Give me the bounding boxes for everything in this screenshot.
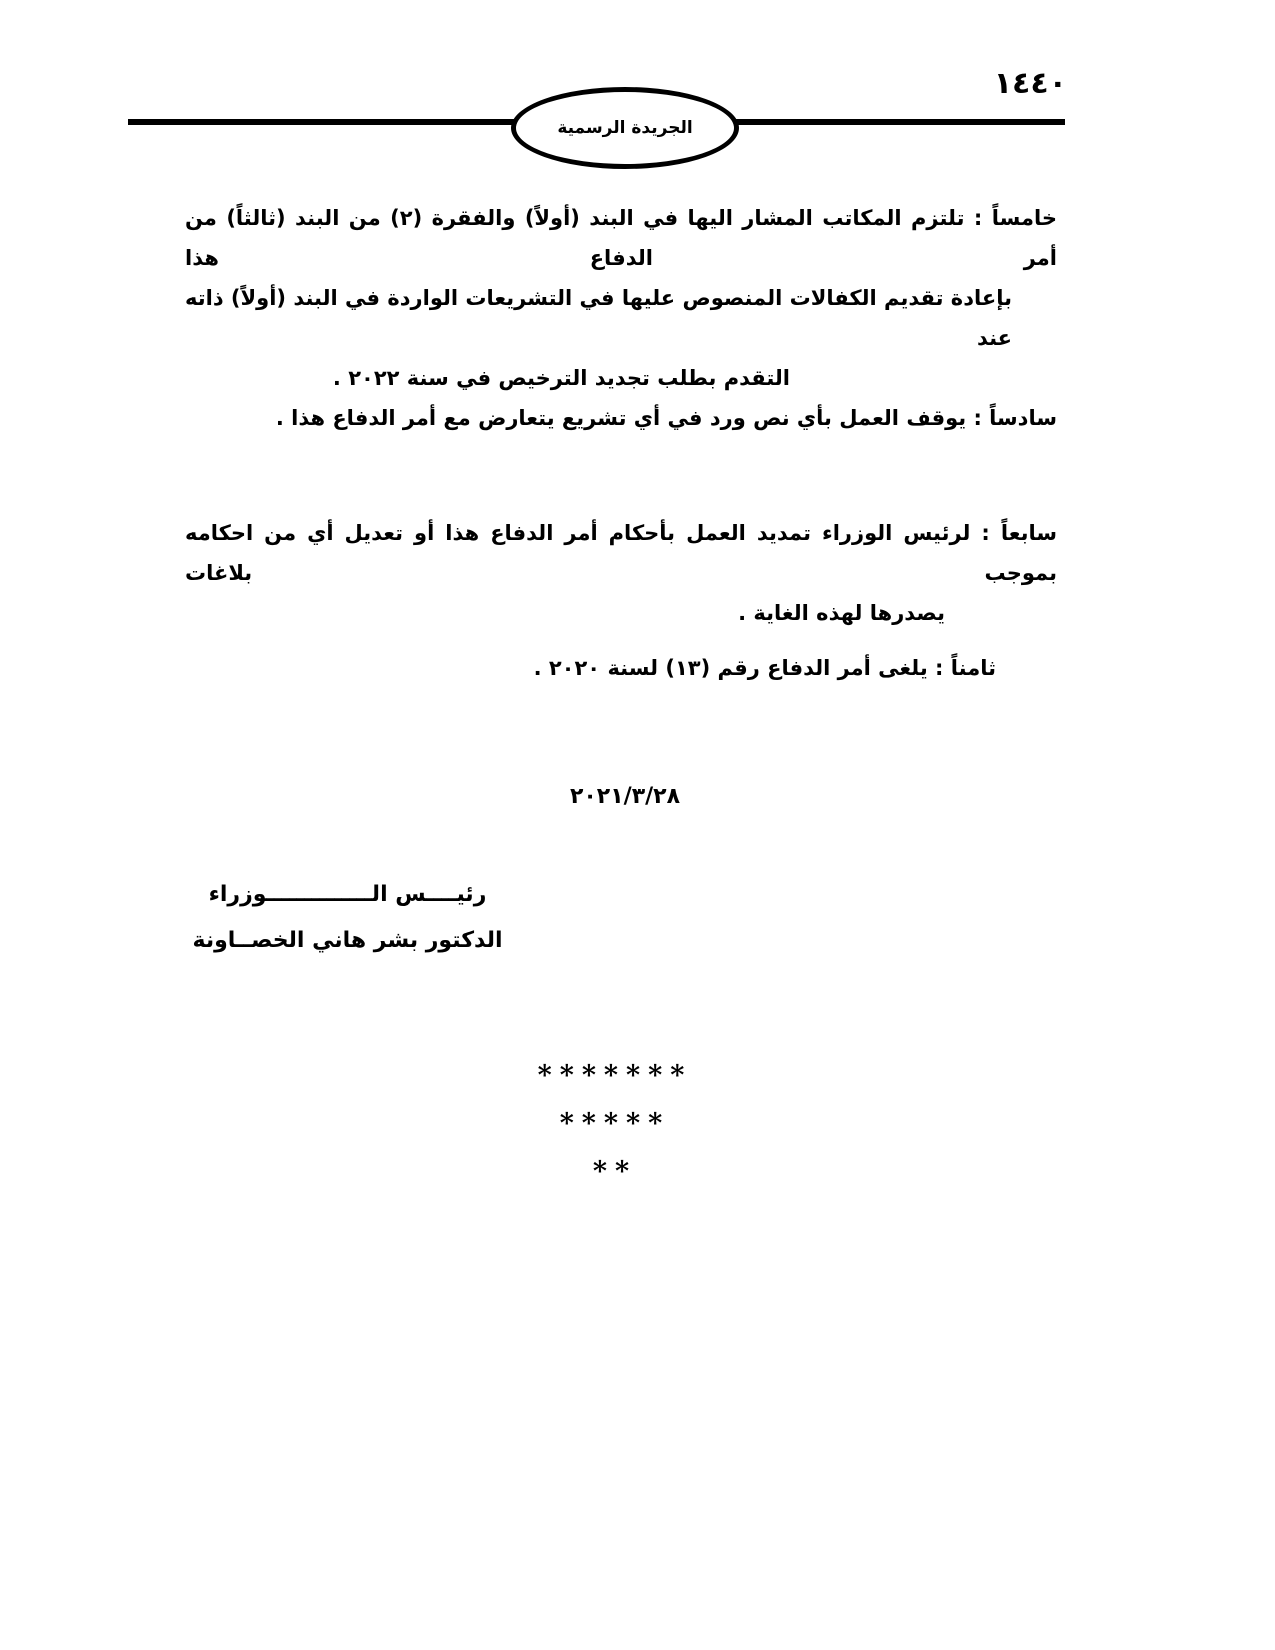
- clause-fifth-line-3: التقدم بطلب تجديد الترخيص في سنة ٢٠٢٢ .: [332, 366, 790, 390]
- asterisk-row-3: **: [592, 1156, 638, 1187]
- signature-title: رئيــــس الــــــــــــــوزراء: [208, 882, 487, 907]
- asterisk-separator-block: [440, 1054, 790, 1198]
- clause-seventh-line-2: يصدرها لهذه الغاية .: [738, 601, 945, 625]
- signature-name: الدكتور بشر هاني الخصــاونة: [192, 928, 503, 953]
- clause-seventh: [185, 513, 1057, 633]
- clause-fifth-line-2: بإعادة تقديم الكفالات المنصوص عليها في التشريعات الواردة في البند (أولاً) ذاته عند: [185, 286, 1012, 350]
- issue-date: ٢٠٢١/٣/٢٨: [569, 784, 681, 809]
- clause-sixth: سادساً : يوقف العمل بأي نص ورد في أي تشريع يتعارض مع أمر الدفاع هذا .: [275, 406, 1057, 430]
- clause-fifth: [185, 198, 1057, 398]
- signature-block: [180, 872, 515, 964]
- clause-fifth-line-1: خامساً : تلتزم المكاتب المشار اليها في البند (أولاً) والفقرة (٢) من البند (ثالثاً) من أمر الدفاع هذا: [185, 206, 1058, 270]
- gazette-oval-badge: [511, 87, 739, 169]
- gazette-banner-title: الجريدة الرسمية: [557, 118, 693, 138]
- asterisk-row-1: *******: [537, 1060, 693, 1091]
- clause-eighth: ثامناً : يلغى أمر الدفاع رقم (١٣) لسنة ٢٠٢٠ .: [533, 656, 996, 680]
- page-number: ١٤٤٠: [993, 66, 1067, 101]
- clause-seventh-line-1: سابعاً : لرئيس الوزراء تمديد العمل بأحكام أمر الدفاع هذا أو تعديل أي من احكامه بموجب بلاغات: [185, 521, 1057, 585]
- asterisk-row-2: *****: [559, 1108, 671, 1139]
